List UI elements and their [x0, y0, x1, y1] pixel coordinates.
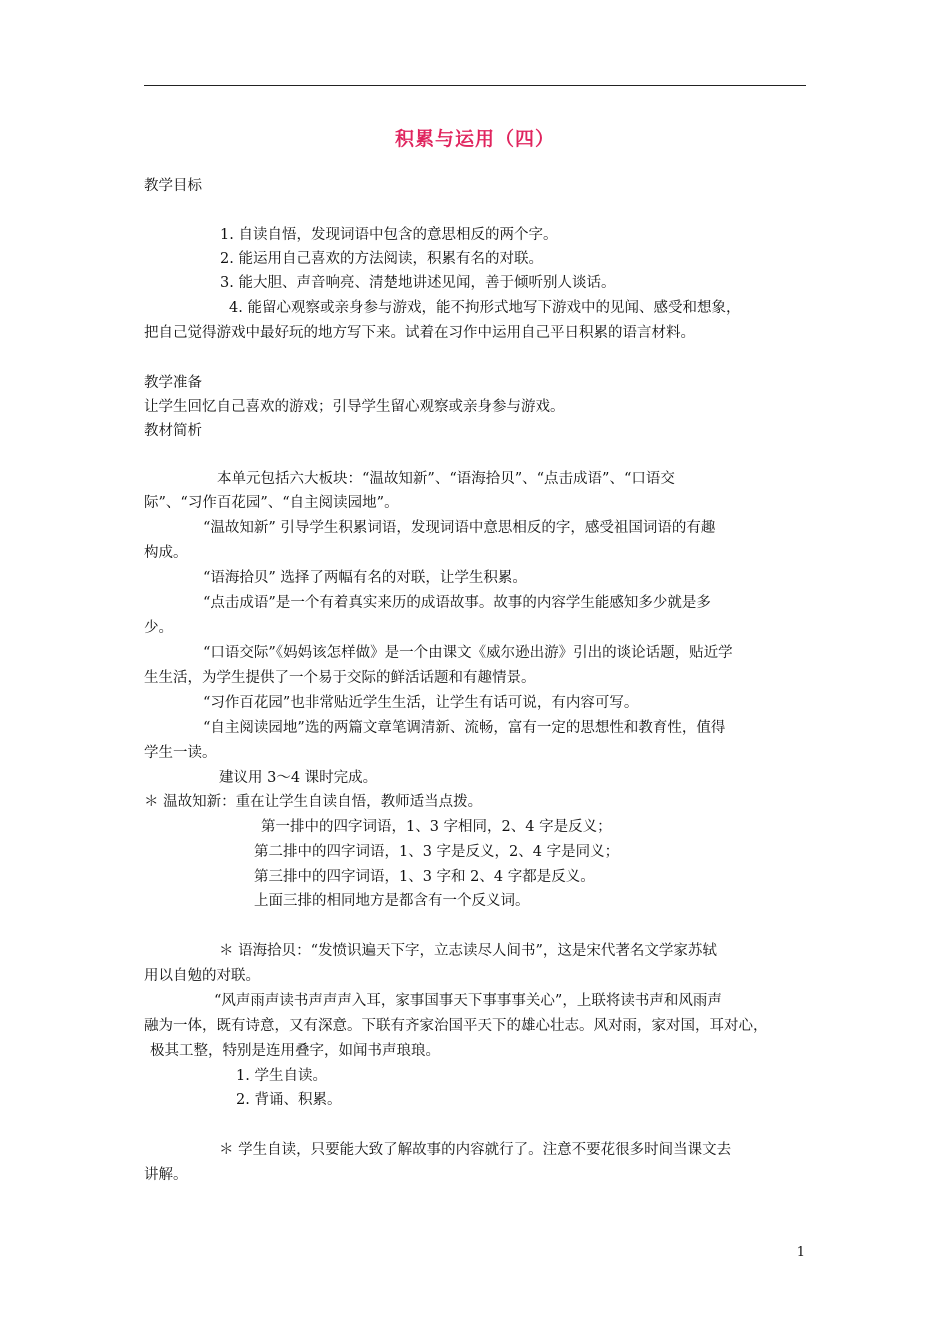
goal-line: 2. 能运用自己喜欢的方法阅读，积累有名的对联。 — [220, 251, 543, 267]
couplet-line: 1. 学生自读。 — [236, 1068, 327, 1084]
page-number: 1 — [796, 1245, 805, 1260]
section-heading-goals: 教学目标 — [144, 178, 202, 194]
section-heading-prep: 教学准备 — [144, 375, 202, 391]
analysis-line: “自主阅读园地”选的两篇文章笔调清新、流畅，富有一定的思想性和教育性，值得 — [203, 720, 726, 736]
analysis-line: “语海拾贝” 选择了两幅有名的对联，让学生积累。 — [203, 570, 527, 586]
analysis-line: 际”、“习作百花园”、“自主阅读园地”。 — [144, 495, 399, 511]
analysis-line: 本单元包括六大板块：“温故知新”、“语海拾贝”、“点击成语”、“口语交 — [217, 471, 675, 487]
couplet-line: 2. 背诵、积累。 — [236, 1092, 342, 1108]
couplet-line: 融为一体，既有诗意，又有深意。下联有齐家治国平天下的雄心壮志。风对雨，家对国，耳对心， — [144, 1018, 768, 1034]
analysis-line: 建议用 3～4 课时完成。 — [219, 770, 378, 786]
page-title: 积累与运用（四） — [394, 128, 555, 150]
goal-line: 1. 自读自悟，发现词语中包含的意思相反的两个字。 — [220, 227, 558, 243]
goal-line: 把自己觉得游戏中最好玩的地方写下来。试着在习作中运用自己平日积累的语言材料。 — [144, 325, 695, 341]
goal-line: 3. 能大胆、声音响亮、清楚地讲述见闻，善于倾听别人谈话。 — [220, 275, 616, 291]
review-line: 第一排中的四字词语，1、3 字相同，2、4 字是反义； — [261, 819, 612, 835]
analysis-line: “温故知新” 引导学生积累词语，发现词语中意思相反的字，感受祖国词语的有趣 — [203, 520, 716, 536]
analysis-line: 生生活，为学生提供了一个易于交际的鲜活话题和有趣情景。 — [144, 670, 536, 686]
review-line: ＊ 温故知新：重在让学生自读自悟，教师适当点拨。 — [144, 794, 483, 810]
analysis-line: “习作百花园”也非常贴近学生生活，让学生有话可说，有内容可写。 — [203, 695, 639, 711]
review-line: 第二排中的四字词语，1、3 字是反义，2、4 字是同义； — [254, 844, 620, 860]
analysis-line: 学生一读。 — [144, 745, 217, 761]
idiom-line: ＊ 学生自读，只要能大致了解故事的内容就行了。注意不要花很多时间当课文去 — [219, 1142, 732, 1158]
analysis-line: “口语交际”《妈妈该怎样做》是一个由课文《威尔逊出游》引出的谈论话题，贴近学 — [203, 645, 733, 661]
prep-text: 让学生回忆自己喜欢的游戏；引导学生留心观察或亲身参与游戏。 — [144, 399, 565, 415]
couplet-line: 极其工整，特别是连用叠字，如闻书声琅琅。 — [150, 1043, 440, 1059]
analysis-line: 构成。 — [144, 545, 188, 561]
goal-line: 4. 能留心观察或亲身参与游戏，能不拘形式地写下游戏中的见闻、感受和想象， — [229, 300, 741, 316]
review-line: 第三排中的四字词语，1、3 字和 2、4 字都是反义。 — [254, 869, 595, 885]
couplet-line: “风声雨声读书声声声入耳，家事国事天下事事事关心”，上联将读书声和风雨声 — [214, 993, 722, 1009]
couplet-line: 用以自勉的对联。 — [144, 968, 260, 984]
review-line: 上面三排的相同地方是都含有一个反义词。 — [254, 893, 530, 909]
idiom-line: 讲解。 — [144, 1167, 188, 1183]
couplet-line: ＊ 语海拾贝：“发愤识遍天下字，立志读尽人间书”，这是宋代著名文学家苏轼 — [219, 943, 717, 959]
header-rule — [144, 85, 806, 86]
analysis-line: 少。 — [144, 620, 173, 636]
section-heading-analysis: 教材简析 — [144, 423, 202, 439]
analysis-line: “点击成语”是一个有着真实来历的成语故事。故事的内容学生能感知多少就是多 — [203, 595, 711, 611]
